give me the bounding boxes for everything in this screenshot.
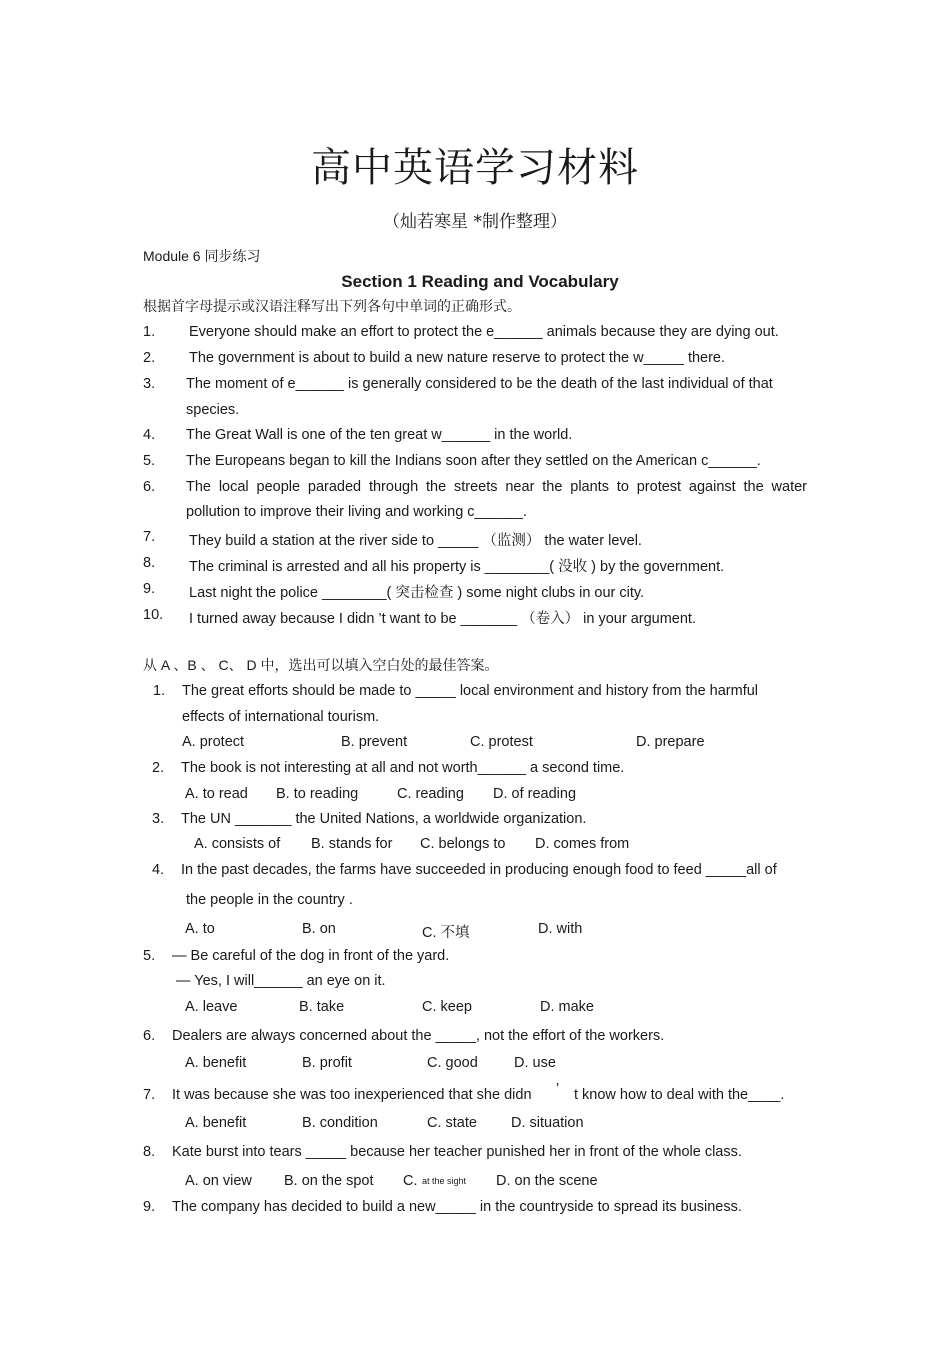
question-text: The book is not interesting at all and not worth______ a second time. — [181, 760, 625, 776]
item-text: Everyone should make an effort to protect the e______ animals because they are dying out. — [189, 324, 779, 340]
option-c: C. — [403, 1173, 418, 1189]
option-c: C. keep — [422, 999, 472, 1015]
item-text: I turned away because I didn ’t want to be _______ （卷入） in your argument. — [189, 611, 696, 627]
page-subtitle: （灿若寒星 *制作整理） — [383, 212, 567, 232]
item-text: The moment of e______ is generally considered to be the death of the last individual of that — [186, 376, 773, 392]
item-text: The Great Wall is one of the ten great w______ in the world. — [186, 427, 573, 443]
option-a: A. to — [185, 921, 215, 937]
option-d: D. with — [538, 921, 583, 937]
item-number: 1. — [143, 324, 156, 340]
question-number: 7. — [143, 1087, 156, 1103]
option-a: A. leave — [185, 999, 238, 1015]
option-a: A. benefit — [185, 1115, 247, 1131]
question-text: The company has decided to build a new_____ in the countryside to spread its business. — [172, 1199, 742, 1215]
option-c: C. protest — [470, 734, 533, 750]
item-text-cont: pollution to improve their living and working c______. — [186, 504, 527, 520]
option-a: A. on view — [185, 1173, 252, 1189]
item-number: 5. — [143, 453, 156, 469]
option-a: A. consists of — [194, 836, 281, 852]
module-label: Module 6 同步练习 — [143, 248, 261, 264]
question-number: 9. — [143, 1199, 156, 1215]
part2-instruction: 从 A 、B 、 C、 D 中，选出可以填入空白处的最佳答案。 — [143, 657, 499, 673]
question-number: 4. — [152, 862, 165, 878]
question-number: 1. — [153, 683, 166, 699]
item-text: They build a station at the river side to _____ （监测） the water level. — [189, 533, 642, 549]
option-d: D. make — [540, 999, 594, 1015]
question-text: It was because she was too inexperienced that she didn — [172, 1087, 532, 1103]
question-text: In the past decades, the farms have succeeded in producing enough food to feed _____all of — [181, 862, 777, 878]
option-c-text: at the sight — [422, 1176, 467, 1186]
question-text-cont: t know how to deal with the____. — [574, 1087, 785, 1103]
part1-instruction: 根据首字母提示或汉语注释写出下列各句中单词的正确形式。 — [143, 298, 521, 314]
option-a: A. to read — [185, 786, 248, 802]
question-apostrophe: ’ — [556, 1081, 560, 1097]
option-b: B. on — [302, 921, 336, 937]
question-number: 2. — [152, 760, 165, 776]
item-number: 8. — [143, 555, 156, 571]
option-a: A. protect — [182, 734, 245, 750]
option-d: D. on the scene — [496, 1173, 598, 1189]
option-b: B. to reading — [276, 786, 359, 802]
item-number: 6. — [143, 479, 156, 495]
question-text: The great efforts should be made to _____ local environment and history from the harmful — [182, 683, 759, 699]
section-title: Section 1 Reading and Vocabulary — [341, 272, 619, 291]
item-number: 7. — [143, 529, 156, 545]
question-number: 5. — [143, 948, 156, 964]
option-b: B. condition — [302, 1115, 378, 1131]
option-d: D. of reading — [493, 786, 577, 802]
question-text: — Be careful of the dog in front of the yard. — [172, 948, 450, 964]
question-text-cont: effects of international tourism. — [182, 709, 380, 725]
item-text: The government is about to build a new nature reserve to protect the w_____ there. — [189, 350, 726, 366]
option-a: A. benefit — [185, 1055, 247, 1071]
option-c: C. reading — [397, 786, 464, 802]
option-b: B. take — [299, 999, 345, 1015]
option-b: B. profit — [302, 1055, 352, 1071]
item-number: 2. — [143, 350, 156, 366]
option-d: D. situation — [511, 1115, 584, 1131]
option-d: D. use — [514, 1055, 556, 1071]
question-text-cont: the people in the country . — [186, 892, 353, 908]
question-text: The UN _______ the United Nations, a worldwide organization. — [181, 811, 587, 827]
option-b: B. prevent — [341, 734, 408, 750]
question-number: 8. — [143, 1144, 156, 1160]
item-number: 3. — [143, 376, 156, 392]
option-c: C. belongs to — [420, 836, 506, 852]
option-c: C. good — [427, 1055, 478, 1071]
item-text: The criminal is arrested and all his property is ________( 没收 ) by the government. — [189, 559, 725, 575]
item-text: The local people paraded through the streets near the plants to protest against the water — [186, 479, 807, 495]
item-number: 4. — [143, 427, 156, 443]
option-b: B. on the spot — [284, 1173, 374, 1189]
question-number: 6. — [143, 1028, 156, 1044]
option-b: B. stands for — [311, 836, 393, 852]
question-number: 3. — [152, 811, 165, 827]
option-d: D. prepare — [636, 734, 705, 750]
item-number: 10. — [143, 607, 164, 623]
option-d: D. comes from — [535, 836, 630, 852]
item-text-cont: species. — [186, 402, 240, 418]
question-text: Kate burst into tears _____ because her teacher punished her in front of the whole class. — [172, 1144, 742, 1160]
option-c: C. state — [427, 1115, 477, 1131]
item-text: The Europeans began to kill the Indians soon after they settled on the American c______. — [186, 453, 761, 469]
question-text-cont: — Yes, I will______ an eye on it. — [176, 973, 386, 989]
item-text: Last night the police ________( 突击检查 ) some night clubs in our city. — [189, 585, 645, 601]
question-text: Dealers are always concerned about the _____, not the effort of the workers. — [172, 1028, 665, 1044]
option-c: C. 不填 — [422, 925, 470, 941]
page-title: 高中英语学习材料 — [311, 145, 639, 191]
item-number: 9. — [143, 581, 156, 597]
